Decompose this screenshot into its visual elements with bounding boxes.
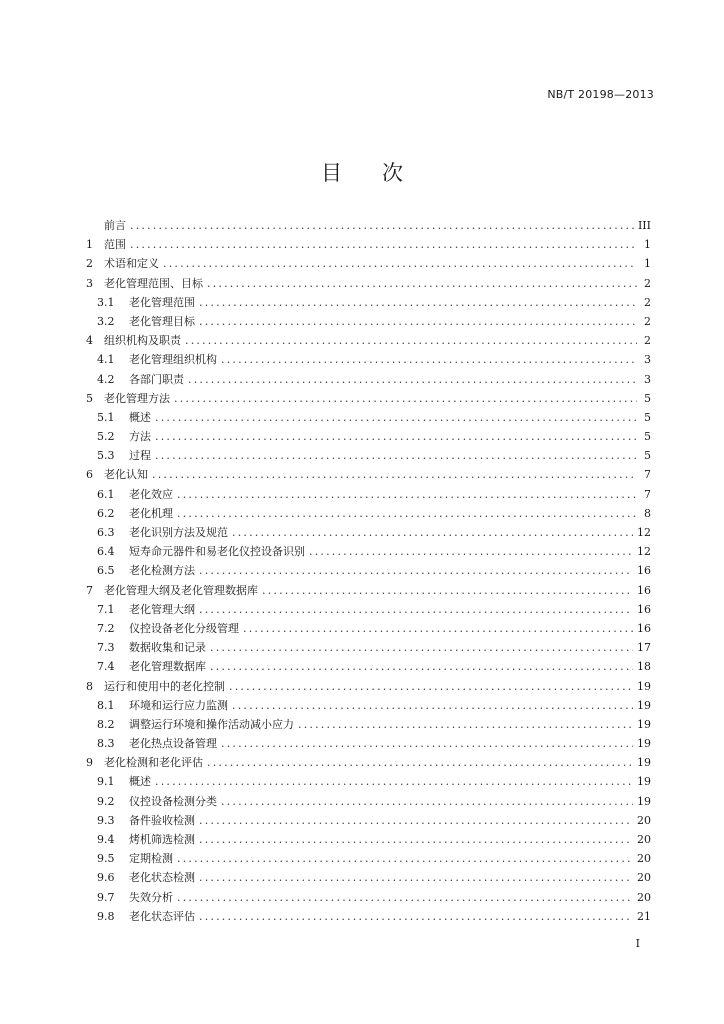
toc-leader-dots [221,350,637,369]
toc-entry-page: III [637,219,651,232]
toc-entry-number: 7.4 [97,660,115,674]
toc-entry-title: 老化检测方法 [129,564,195,578]
toc-entry-page: 20 [637,833,651,846]
toc-entry[interactable] [86,331,651,350]
toc-entry[interactable] [86,427,651,446]
toc-entry[interactable] [86,619,651,638]
toc-entry-title: 老化管理目标 [129,314,195,328]
toc-entry-title: 老化状态评估 [129,909,195,923]
toc-entry-page: 19 [637,698,651,712]
toc-leader-dots [155,408,637,427]
toc-leader-dots [221,734,633,753]
toc-entry-title: 范围 [104,238,126,252]
toc-entry-page: 20 [637,813,651,827]
toc-entry-page: 19 [637,737,651,751]
toc-leader-dots [155,427,637,446]
toc-leader-dots [152,465,637,484]
toc-entry-page: 5 [644,430,651,444]
toc-entry-page: 7 [644,468,651,482]
toc-entry-number: 5.2 [97,430,115,444]
toc-entry-page: 20 [637,890,651,904]
toc-entry-title: 环境和运行应力监测 [129,698,228,712]
toc-entry-title: 备件验收检测 [129,813,195,827]
toc-entry[interactable] [86,888,651,907]
toc-entry-number: 8 [86,679,93,693]
toc-leader-dots [199,293,637,312]
toc-entry-number: 3 [86,276,93,290]
toc-entry[interactable] [86,389,651,408]
toc-entry[interactable] [86,293,651,312]
toc-entry-page: 19 [637,794,651,808]
toc-leader-dots [207,274,637,293]
toc-entry[interactable] [86,581,651,600]
toc-entry-number: 5 [86,391,93,405]
toc-entry-number: 9.7 [97,890,115,904]
toc-entry-page: 3 [644,353,651,367]
toc-entry-number: 6.2 [97,506,115,520]
toc-entry-title: 失效分析 [129,890,173,904]
toc-entry[interactable] [86,830,651,849]
toc-entry-page: 19 [637,775,651,789]
toc-entry-number: 9.1 [97,775,115,789]
toc-entry-title: 老化认知 [104,468,148,482]
toc-entry[interactable] [86,485,651,504]
toc-entry-title: 老化效应 [129,487,173,501]
toc-entry-page: 2 [644,295,651,309]
toc-entry-title: 老化识别方法及规范 [129,526,228,539]
toc-entry-number: 8.3 [97,737,115,751]
toc-entry-number: 9.5 [97,852,115,866]
toc-leader-dots [229,677,633,696]
toc-entry-title: 老化管理组织机构 [129,353,217,367]
toc-entry-title: 老化管理范围、目标 [104,276,203,290]
toc-entry-page: 20 [637,871,651,885]
toc-entry-number: 7.3 [97,641,115,655]
toc-entry[interactable] [86,542,651,561]
toc-entry-title: 老化状态检测 [129,871,195,885]
toc-leader-dots [199,312,637,331]
toc-entry-number: 5.3 [97,449,115,463]
page-title [0,157,724,187]
toc-entry[interactable] [86,235,651,254]
toc-leader-dots [221,792,633,811]
toc-entry-page: 16 [637,583,651,597]
toc-leader-dots [177,504,637,523]
toc-leader-dots [199,600,633,619]
toc-entry-page: 7 [644,487,651,501]
toc-entry-page: 5 [644,410,651,424]
toc-entry[interactable] [86,792,651,811]
toc-entry-number: 2 [86,257,93,271]
toc-entry[interactable] [86,734,651,753]
toc-entry[interactable] [86,638,651,657]
toc-entry-title: 组织机构及职责 [104,334,181,348]
toc-entry-title: 方法 [129,430,151,444]
toc-entry-page: 16 [637,621,651,635]
toc-entry-title: 调整运行环境和操作活动减小应力 [129,717,294,731]
toc-entry-number: 5.1 [97,410,115,424]
toc-entry-number: 9.2 [97,794,115,808]
toc-entry-page: 21 [637,909,651,923]
toc-entry[interactable] [86,216,651,235]
toc-entry-title: 老化机理 [129,506,173,520]
toc-entry[interactable] [86,907,651,926]
toc-entry-number: 9.8 [97,909,115,923]
toc-leader-dots [210,657,633,676]
toc-entry-number: 6.4 [97,545,115,559]
toc-leader-dots [199,868,633,887]
toc-entry-title: 定期检测 [129,852,173,866]
toc-entry-number: 9.6 [97,871,115,885]
toc-leader-dots [199,830,633,849]
toc-entry-page: 19 [637,679,651,693]
toc-leader-dots [232,523,633,542]
toc-entry-title: 老化管理方法 [104,391,170,405]
toc-entry[interactable] [86,446,651,465]
toc-entry[interactable] [86,811,651,830]
toc-entry-title: 老化管理大纲 [129,602,195,616]
toc-leader-dots [174,389,637,408]
toc-entry-title: 老化管理范围 [129,295,195,309]
toc-entry[interactable] [86,753,651,772]
toc-entry-page: 8 [644,506,651,520]
toc-entry-title: 短寿命元器件和易老化仪控设备识别 [129,545,305,559]
toc-leader-dots [163,254,637,273]
toc-entry[interactable] [86,772,651,791]
toc-entry[interactable] [86,312,651,331]
toc-entry-title: 各部门职责 [129,372,184,386]
toc-entry[interactable] [86,868,651,887]
toc-leader-dots [185,331,637,350]
toc-entry[interactable] [86,523,651,542]
toc-entry[interactable] [86,254,651,273]
page-title-char-1: 目 [321,161,342,185]
toc-entry-number: 6.5 [97,564,115,578]
toc-leader-dots [298,715,633,734]
toc-entry-title: 术语和定义 [104,257,159,271]
toc-entry-title: 过程 [129,449,151,463]
toc-entry-title: 老化管理数据库 [129,660,206,674]
toc-entry-number: 4 [86,334,93,348]
toc-entry-title: 老化热点设备管理 [129,737,217,751]
toc-leader-dots [309,542,633,561]
toc-entry[interactable] [86,677,651,696]
toc-entry-title: 烤机筛选检测 [129,833,195,846]
toc-entry[interactable] [86,504,651,523]
toc-entry-number: 8.2 [97,717,115,731]
page-title-char-2: 次 [382,161,403,185]
toc-entry-page: 12 [637,526,651,539]
page-number: I [635,937,640,950]
toc-entry[interactable] [86,600,651,619]
toc-entry-page: 12 [637,545,651,559]
toc-entry-title: 老化管理大纲及老化管理数据库 [104,583,258,597]
toc-entry-page: 16 [637,602,651,616]
toc-entry-number: 4.1 [97,353,115,367]
toc-entry-page: 2 [644,276,651,290]
toc-entry[interactable] [86,657,651,676]
toc-entry[interactable] [86,274,651,293]
toc-leader-dots [155,446,637,465]
toc-entry-page: 5 [644,391,651,405]
toc-leader-dots [262,581,633,600]
standard-code: NB/T 20198—2013 [547,88,654,101]
toc-entry-number: 7.2 [97,621,115,635]
table-of-contents [86,216,651,926]
toc-entry-number: 7 [86,583,93,597]
toc-entry-page: 2 [644,334,651,348]
toc-entry-page: 18 [637,660,651,674]
toc-leader-dots [243,619,633,638]
toc-entry[interactable] [86,715,651,734]
toc-entry-number: 9.3 [97,813,115,827]
toc-entry-number: 3.2 [97,314,115,328]
toc-entry-page: 20 [637,852,651,866]
toc-entry-page: 2 [644,314,651,328]
toc-entry-number: 4.2 [97,372,115,386]
toc-entry[interactable] [86,408,651,427]
toc-entry[interactable] [86,350,651,369]
toc-entry-title: 数据收集和记录 [129,641,206,655]
toc-entry[interactable] [86,370,651,389]
toc-leader-dots [207,753,633,772]
toc-entry-page: 3 [644,372,651,386]
toc-entry-number: 9 [86,756,93,770]
toc-leader-dots [199,561,633,580]
toc-entry-number: 1 [86,238,93,252]
toc-entry-title: 前言 [104,219,126,232]
toc-entry-number: 8.1 [97,698,115,712]
toc-leader-dots [130,235,637,254]
toc-entry-title: 仪控设备检测分类 [129,794,217,808]
toc-leader-dots [177,888,633,907]
toc-entry[interactable] [86,849,651,868]
toc-leader-dots [177,849,633,868]
toc-entry-number: 7.1 [97,602,115,616]
toc-leader-dots [155,772,633,791]
toc-entry-title: 概述 [129,775,151,789]
toc-entry-title: 老化检测和老化评估 [104,756,203,770]
toc-entry-page: 5 [644,449,651,463]
toc-entry[interactable] [86,465,651,484]
toc-entry-title: 仪控设备老化分级管理 [129,621,239,635]
toc-entry[interactable] [86,696,651,715]
toc-leader-dots [177,485,637,504]
toc-entry-page: 19 [637,756,651,770]
toc-leader-dots [210,638,633,657]
toc-entry-title: 运行和使用中的老化控制 [104,679,225,693]
toc-entry-number: 9.4 [97,833,115,846]
toc-entry-page: 16 [637,564,651,578]
toc-entry[interactable] [86,561,651,580]
toc-leader-dots [232,696,633,715]
toc-entry-number: 6.1 [97,487,115,501]
toc-entry-page: 1 [644,238,651,252]
toc-leader-dots [130,216,634,235]
toc-entry-page: 1 [644,257,651,271]
toc-entry-number: 6.3 [97,526,115,539]
toc-entry-page: 17 [637,641,651,655]
toc-entry-number: 6 [86,468,93,482]
toc-entry-page: 19 [637,717,651,731]
toc-leader-dots [199,907,633,926]
toc-entry-title: 概述 [129,410,151,424]
toc-leader-dots [199,811,633,830]
toc-entry-number: 3.1 [97,295,115,309]
toc-leader-dots [188,370,637,389]
